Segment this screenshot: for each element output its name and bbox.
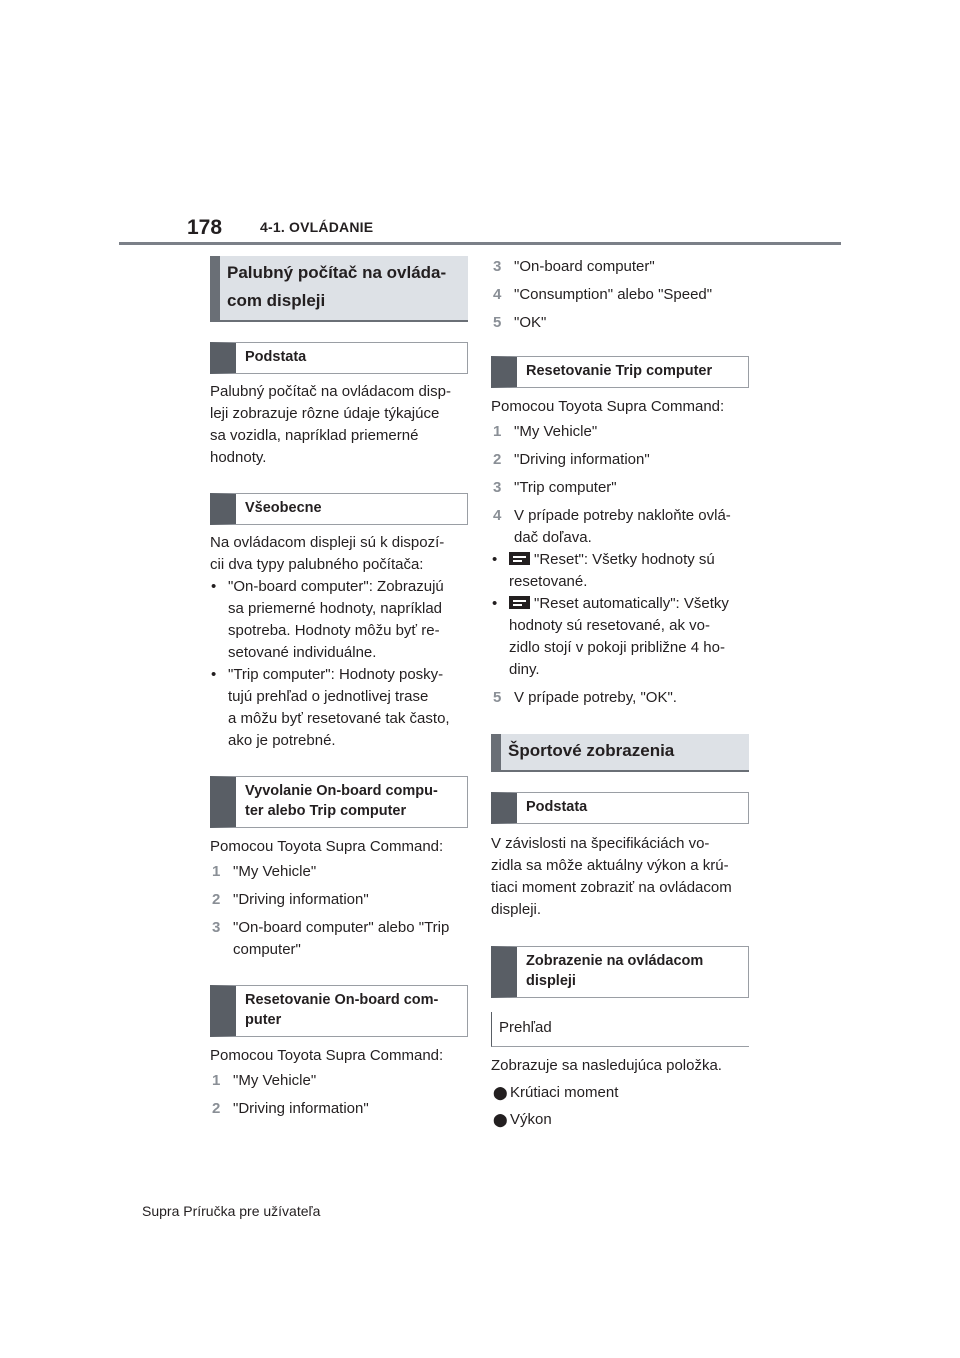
- subheading-zobrazenie: Zobrazenie na ovládacom displeji: [491, 946, 749, 998]
- step-item: [491, 256, 749, 278]
- header-rule: [119, 242, 841, 245]
- list-item: [491, 1109, 749, 1131]
- paragraph-podstata: Palubný počítač na ovládacom disp- leji zobrazuje rôzne údaje týkajúce sa vozidla, napríklad priemerné hodnoty.: [210, 383, 451, 466]
- step-number: 1: [493, 423, 502, 440]
- step-item: [491, 477, 749, 499]
- footer-text: Supra Príručka pre užívateľa: [142, 1203, 321, 1219]
- subheading-podstata: Podstata: [210, 342, 468, 374]
- list-item: [210, 576, 468, 664]
- step-text: "My Vehicle": [233, 863, 317, 880]
- step-number: 2: [212, 1100, 221, 1117]
- step-text: "Driving information": [233, 1100, 369, 1117]
- step-number: 1: [212, 863, 221, 880]
- list-item: [491, 1082, 749, 1104]
- step-item: [210, 889, 468, 911]
- step-text: "Consumption" alebo "Speed": [514, 286, 713, 303]
- step-text: V prípade potreby, "OK".: [514, 689, 677, 706]
- step-number: 5: [493, 689, 502, 706]
- step-text: "My Vehicle": [514, 423, 598, 440]
- step-text: "OK": [514, 314, 547, 331]
- subheading-podstata-sport: Podstata: [491, 792, 749, 824]
- step-item: [210, 1070, 468, 1092]
- section-heading-sport: Športové zobrazenia: [491, 734, 749, 772]
- reset-auto-icon: [509, 596, 530, 609]
- right-column: [491, 256, 749, 1131]
- bullet-mark: ⬤: [493, 1085, 508, 1100]
- step-number: 2: [493, 451, 502, 468]
- step-item: [491, 284, 749, 306]
- step-number: 2: [212, 891, 221, 908]
- paragraph-reset-onboard: Pomocou Toyota Supra Command:: [210, 1047, 444, 1064]
- section-heading-onboard-computer: Palubný počítač na ovláda- com displeji: [210, 256, 468, 322]
- paragraph-reset-trip: Pomocou Toyota Supra Command:: [491, 398, 725, 415]
- page-number: 178: [187, 216, 223, 239]
- item-text: Krútiaci moment: [510, 1084, 619, 1101]
- step-item: [491, 312, 749, 334]
- step-item: [210, 917, 468, 961]
- step-text: "On-board computer" alebo "Trip computer": [233, 919, 450, 958]
- step-item: [210, 1098, 468, 1120]
- bullet-mark: •: [492, 551, 498, 568]
- bullet-mark: •: [211, 666, 217, 683]
- list-item: [491, 549, 749, 593]
- step-number: 4: [493, 507, 502, 524]
- step-number: 5: [493, 314, 502, 331]
- reset-icon: [509, 552, 530, 565]
- step-number: 1: [212, 1072, 221, 1089]
- bullet-text: "Reset automatically": Všetky hodnoty sú resetované, ak vo- zidlo stojí v pokoji približne 4 ho- diny.: [509, 595, 729, 678]
- step-item: [491, 505, 749, 549]
- chapter-title: 4-1. OVLÁDANIE: [260, 219, 374, 235]
- bullet-mark: •: [492, 595, 498, 612]
- step-item: [491, 421, 749, 443]
- step-text: "Trip computer": [514, 479, 617, 496]
- step-text: "Driving information": [233, 891, 369, 908]
- step-number: 3: [493, 258, 502, 275]
- list-item: [210, 664, 468, 752]
- step-text: "My Vehicle": [233, 1072, 317, 1089]
- step-text: "Driving information": [514, 451, 650, 468]
- subheading-reset-onboard: Resetovanie On-board com- puter: [210, 985, 468, 1037]
- paragraph-podstata-sport: V závislosti na špecifikáciách vo- zidla sa môže aktuálny výkon a krú- tiaci moment zobraziť na ovládacom displeji.: [491, 835, 732, 918]
- step-item: [491, 449, 749, 471]
- bullet-mark: •: [211, 578, 217, 595]
- paragraph-prehlad: Zobrazuje sa nasledujúca položka.: [491, 1057, 722, 1074]
- subheading-vyvolanie: Vyvolanie On-board compu- ter alebo Trip computer: [210, 776, 468, 828]
- step-number: 4: [493, 286, 502, 303]
- step-number: 3: [493, 479, 502, 496]
- item-text: Výkon: [510, 1111, 552, 1128]
- paragraph-vyvolanie: Pomocou Toyota Supra Command:: [210, 838, 444, 855]
- paragraph-vseobecne: Na ovládacom displeji sú k dispozí- cii dva typy palubného počítača:: [210, 534, 445, 573]
- subheading-vseobecne: Všeobecne: [210, 493, 468, 525]
- step-number: 3: [212, 919, 221, 936]
- bullet-mark: ⬤: [493, 1112, 508, 1127]
- bullet-text: "Reset": Všetky hodnoty sú resetované.: [509, 551, 715, 590]
- step-item: [491, 687, 749, 709]
- bullet-text: "On-board computer": Zobrazujú sa priemerné hodnoty, napríklad spotreba. Hodnoty môžu byť re- setované individuálne.: [228, 578, 444, 661]
- bullet-text: "Trip computer": Hodnoty posky- tujú prehľad o jednotlivej trase a môžu byť resetované tak často, ako je potrebné.: [228, 666, 450, 749]
- subheading-reset-trip: Resetovanie Trip computer: [491, 356, 749, 388]
- step-text: V prípade potreby nakloňte ovlá- dač doľava.: [514, 507, 731, 546]
- step-item: [210, 861, 468, 883]
- subheading-prehlad: Prehľad: [491, 1012, 749, 1047]
- left-column: [210, 256, 468, 1120]
- list-item: [491, 593, 749, 681]
- step-text: "On-board computer": [514, 258, 655, 275]
